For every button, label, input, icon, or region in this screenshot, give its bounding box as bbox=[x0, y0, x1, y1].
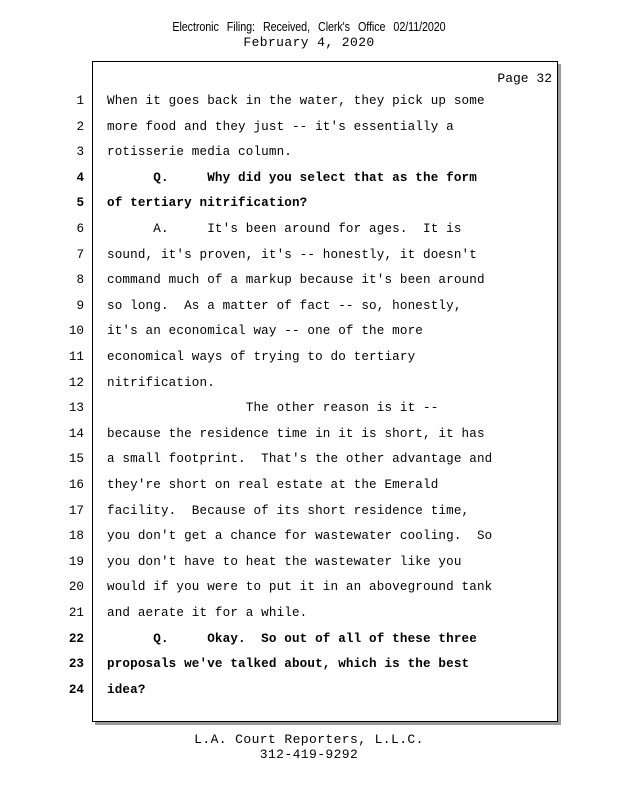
line-number: 15 bbox=[68, 452, 84, 467]
line-text: would if you were to put it in an aboveground tank bbox=[107, 580, 493, 595]
line-text: nitrification. bbox=[107, 375, 215, 390]
transcript-line bbox=[0, 652, 618, 678]
line-text: A. It's been around for ages. It is bbox=[107, 222, 462, 236]
reporter-company: L.A. Court Reporters, L.L.C. bbox=[194, 732, 424, 747]
line-text: idea? bbox=[107, 682, 146, 697]
line-text: Q. Why did you select that as the form bbox=[107, 170, 477, 185]
line-text: they're short on real estate at the Emerald bbox=[107, 478, 439, 492]
line-text: The other reason is it -- bbox=[107, 401, 439, 416]
line-number: 24 bbox=[68, 682, 84, 697]
transcript-line bbox=[0, 319, 618, 345]
line-text: you don't have to heat the wastewater like you bbox=[107, 554, 462, 569]
line-text: it's an economical way -- one of the more bbox=[107, 324, 424, 339]
line-text: When it goes back in the water, they pick up some bbox=[107, 94, 485, 108]
transcript-line bbox=[0, 268, 618, 294]
line-text: sound, it's proven, it's -- honestly, it doesn't bbox=[107, 247, 477, 262]
line-number: 16 bbox=[68, 478, 84, 492]
transcript-line bbox=[0, 294, 618, 320]
transcript-line bbox=[0, 473, 618, 499]
line-number: 18 bbox=[68, 529, 84, 544]
line-text: and aerate it for a while. bbox=[107, 606, 308, 620]
transcript-line bbox=[0, 140, 618, 166]
line-number: 11 bbox=[68, 350, 84, 364]
transcript-line bbox=[0, 396, 618, 422]
transcript-line bbox=[0, 371, 618, 397]
transcript-line bbox=[0, 627, 618, 653]
line-number: 22 bbox=[68, 631, 84, 646]
transcript-line bbox=[0, 217, 618, 243]
line-number: 3 bbox=[76, 145, 84, 160]
line-number: 21 bbox=[68, 606, 84, 620]
line-number: 13 bbox=[68, 401, 84, 416]
line-text: more food and they just -- it's essentially a bbox=[107, 119, 454, 134]
line-text: economical ways of trying to do tertiary bbox=[107, 350, 416, 364]
transcript-line bbox=[0, 499, 618, 525]
line-number: 6 bbox=[76, 222, 84, 236]
line-text: because the residence time in it is short, it has bbox=[107, 426, 485, 441]
line-text: proposals we've talked about, which is the best bbox=[107, 657, 470, 672]
line-number: 4 bbox=[76, 170, 84, 185]
electronic-filing-stamp: Electronic Filing: Received, Clerk's Office 02/11/2020 bbox=[172, 20, 446, 34]
line-text: rotisserie media column. bbox=[107, 145, 292, 160]
transcript-line bbox=[0, 524, 618, 550]
transcript-line bbox=[0, 678, 618, 704]
line-text: Q. Okay. So out of all of these three bbox=[107, 631, 477, 646]
line-number: 5 bbox=[76, 196, 84, 211]
line-number: 2 bbox=[76, 119, 84, 134]
line-number: 12 bbox=[68, 375, 84, 390]
reporter-phone: 312-419-9292 bbox=[259, 747, 359, 762]
transcript-line bbox=[0, 115, 618, 141]
line-number: 10 bbox=[68, 324, 84, 339]
footer bbox=[0, 732, 618, 762]
line-text: of tertiary nitrification? bbox=[107, 196, 308, 211]
transcript-line bbox=[0, 166, 618, 192]
line-number: 23 bbox=[68, 657, 84, 672]
header-date: February 4, 2020 bbox=[243, 35, 375, 50]
line-number: 19 bbox=[68, 554, 84, 569]
line-number: 14 bbox=[68, 426, 84, 441]
line-text: so long. As a matter of fact -- so, honestly, bbox=[107, 298, 462, 313]
transcript-line bbox=[0, 345, 618, 371]
line-number: 7 bbox=[76, 247, 84, 262]
line-number: 1 bbox=[76, 94, 84, 108]
transcript-line bbox=[0, 243, 618, 269]
transcript-line bbox=[0, 422, 618, 448]
transcript-line bbox=[0, 191, 618, 217]
transcript-line bbox=[0, 89, 618, 115]
line-text: command much of a markup because it's been around bbox=[107, 273, 485, 288]
line-number: 9 bbox=[76, 298, 84, 313]
line-text: a small footprint. That's the other advantage and bbox=[107, 452, 493, 467]
line-text: you don't get a chance for wastewater cooling. So bbox=[107, 529, 493, 544]
line-number: 17 bbox=[68, 503, 84, 518]
line-text: facility. Because of its short residence time, bbox=[107, 503, 470, 518]
transcript-line bbox=[0, 601, 618, 627]
line-number: 20 bbox=[68, 580, 84, 595]
page-number: Page 32 bbox=[497, 71, 552, 86]
transcript-line bbox=[0, 575, 618, 601]
transcript-line bbox=[0, 447, 618, 473]
transcript-line bbox=[0, 550, 618, 576]
line-number: 8 bbox=[76, 273, 84, 288]
